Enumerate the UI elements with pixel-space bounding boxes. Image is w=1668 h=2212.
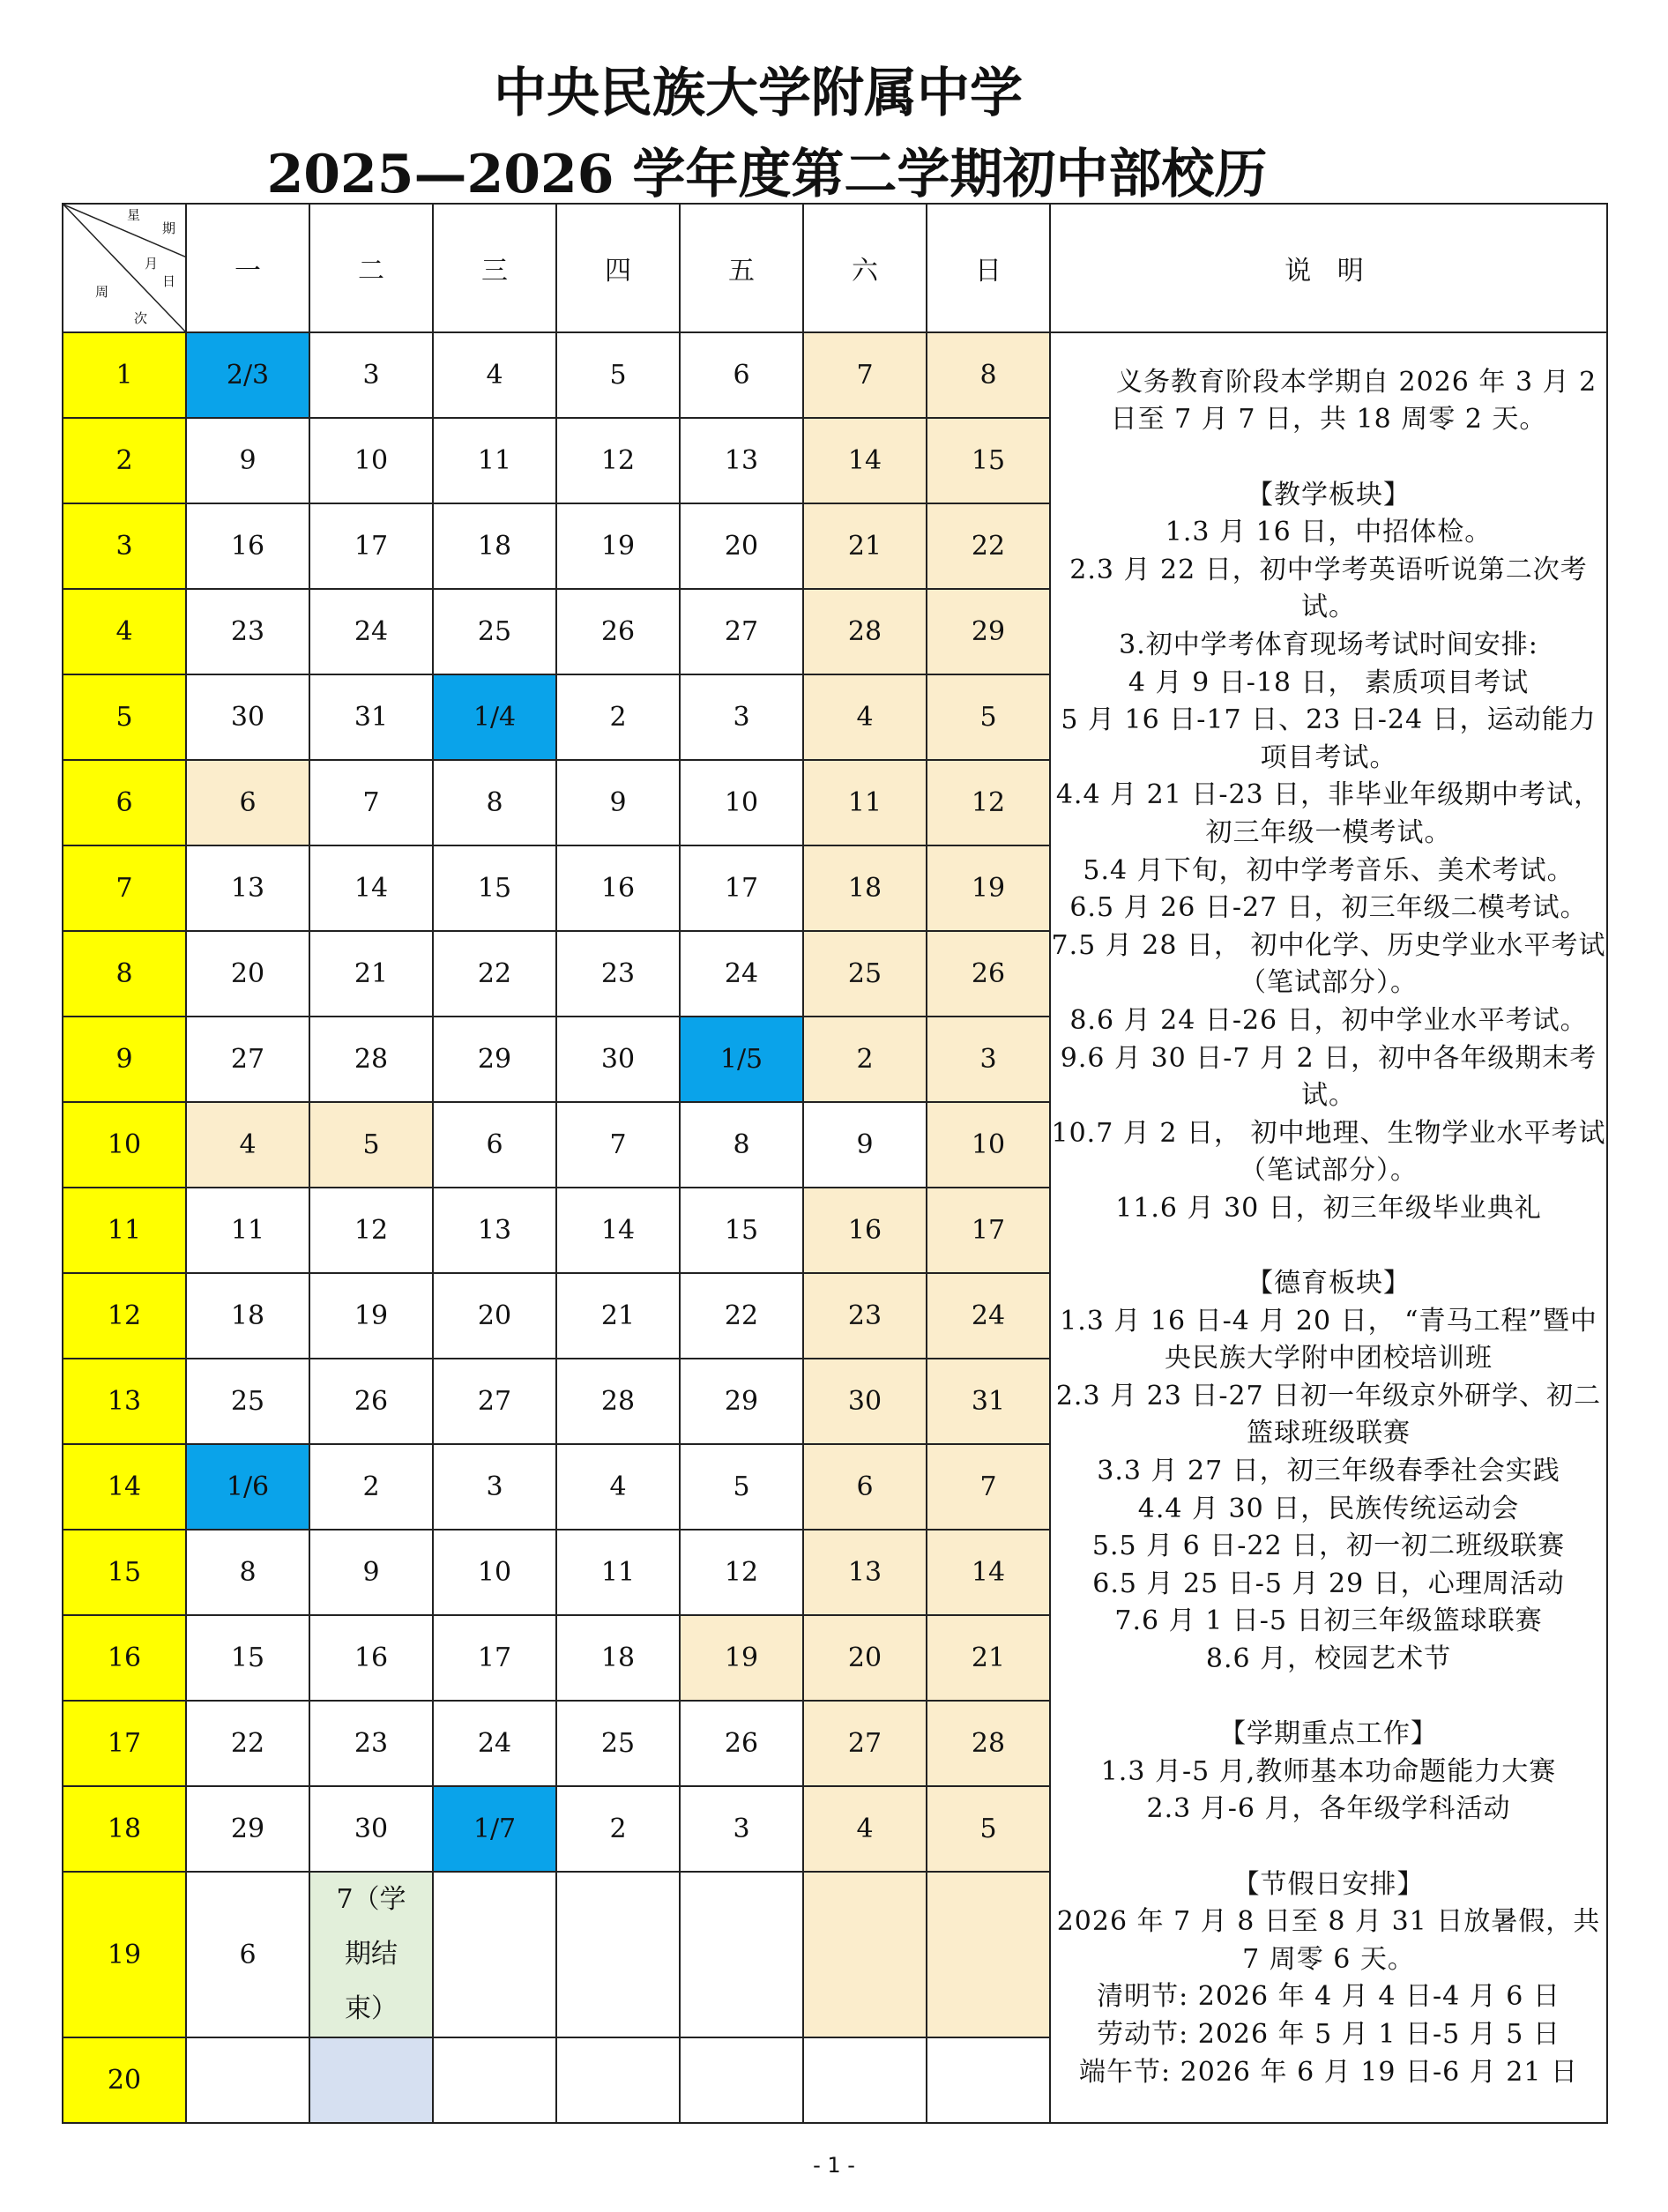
week-number: 7 <box>63 845 186 931</box>
day-cell: 30 <box>309 1786 433 1872</box>
day-cell: 22 <box>433 931 556 1017</box>
day-cell: 4 <box>556 1444 680 1530</box>
day-cell: 26 <box>680 1701 803 1786</box>
day-cell: 12 <box>680 1530 803 1615</box>
day-cell: 3 <box>680 1786 803 1872</box>
day-cell: 27 <box>433 1359 556 1444</box>
page-number: - 1 - <box>813 2153 855 2178</box>
day-cell: 21 <box>803 503 927 589</box>
day-cell: 16 <box>556 845 680 931</box>
day-cell <box>680 2037 803 2123</box>
day-cell: 1/7 <box>433 1786 556 1872</box>
day-cell: 5 <box>680 1444 803 1530</box>
day-cell: 9 <box>803 1102 927 1188</box>
day-cell: 11 <box>186 1188 309 1273</box>
day-cell: 9 <box>186 418 309 503</box>
day-cell: 12 <box>309 1188 433 1273</box>
day-cell: 6 <box>680 332 803 418</box>
day-cell: 11 <box>803 760 927 845</box>
day-cell: 30 <box>186 674 309 760</box>
day-cell <box>309 2037 433 2123</box>
day-cell: 13 <box>433 1188 556 1273</box>
day-cell: 20 <box>186 931 309 1017</box>
day-cell: 24 <box>433 1701 556 1786</box>
day-cell: 24 <box>309 589 433 674</box>
day-cell: 23 <box>309 1701 433 1786</box>
day-cell: 7 <box>927 1444 1050 1530</box>
week-number: 14 <box>63 1444 186 1530</box>
day-cell: 21 <box>927 1615 1050 1701</box>
week-number: 15 <box>63 1530 186 1615</box>
week-number: 9 <box>63 1017 186 1102</box>
day-cell: 26 <box>927 931 1050 1017</box>
week-number: 10 <box>63 1102 186 1188</box>
notes-panel: 义务教育阶段本学期自 2026 年 3 月 2 日至 7 月 7 日，共 18 周零 2 天。 【教学板块】 1.3 月 16 日，中招体检。 2.3 月 22 日，初中学考英语听说第二次考试。 3.初中学考体育现场考试时间安排: 4 月 9 日-18 日， 素质项目考试 5 月 16 日-17 日、23 日-24 日，运动能力项目考试。 4.4 月 21 日-23 日，非毕业年级期中考试，初三年级一模考试。 5.4 月下旬，初中学考音乐、美术考试。 6.5 月 26 日-27 日，初三年级二模考试。 7.5 月 28 日， 初中化学、历史学业水平考试（笔试部分）。 8.6 月 24 日-26 日，初中学业水平考试。 9.6 月 30 日-7 月 2 日，初中各年级期末考试。 10.7 月 2 日， 初中地理、生物学业水平考试（笔试部分）。 11.6 月 30 日，初三年级毕业典礼 【德育板块】 1.3 月 16 日-4 月 20 日， “青马工程”暨中央民族大学附中团校培训班 2.3 月 23 日-27 日初一年级京外研学、初二篮球班级联赛 3.3 月 27 日，初三年级春季社会实践 4.4 月 30 日，民族传统运动会 5.5 月 6 日-22 日，初一初二班级联赛 6.5 月 25 日-5 月 29 日，心理周活动 7.6 月 1 日-5 日初三年级篮球联赛 8.6 月，校园艺术节 【学期重点工作】 1.3 月-5 月,教师基本功命题能力大赛 2.3 月-6 月，各年级学科活动 【节假日安排】 2026 年 7 月 8 日至 8 月 31 日放暑假，共 7 周零 6 天。 清明节: 2026 年 4 月 4 日-4 月 6 日 劳动节: 2026 年 5 月 1 日-5 月 5 日 端午节: 2026 年 6 月 19 日-6 月 21 日 <box>1050 332 1607 2123</box>
day-cell: 1/5 <box>680 1017 803 1102</box>
day-cell: 29 <box>186 1786 309 1872</box>
day-cell: 3 <box>433 1444 556 1530</box>
day-cell: 6 <box>803 1444 927 1530</box>
day-cell: 21 <box>309 931 433 1017</box>
week-number: 17 <box>63 1701 186 1786</box>
day-cell: 13 <box>803 1530 927 1615</box>
day-cell: 4 <box>186 1102 309 1188</box>
diagonal-header-cell <box>63 204 186 332</box>
day-cell <box>556 1872 680 2037</box>
day-cell: 8 <box>433 760 556 845</box>
diag-label-ci: 次 <box>134 310 148 326</box>
day-cell: 5 <box>309 1102 433 1188</box>
day-cell: 22 <box>927 503 1050 589</box>
day-cell: 7 <box>803 332 927 418</box>
week-number: 20 <box>63 2037 186 2123</box>
day-cell: 7（学 期结 束） <box>309 1872 433 2037</box>
day-cell: 26 <box>309 1359 433 1444</box>
day-cell: 15 <box>927 418 1050 503</box>
day-cell: 2 <box>803 1017 927 1102</box>
day-cell: 9 <box>309 1530 433 1615</box>
day-cell: 17 <box>680 845 803 931</box>
day-cell: 30 <box>556 1017 680 1102</box>
day-cell: 19 <box>309 1273 433 1359</box>
day-cell: 4 <box>803 1786 927 1872</box>
day-cell: 25 <box>556 1701 680 1786</box>
day-cell: 4 <box>803 674 927 760</box>
week-number: 16 <box>63 1615 186 1701</box>
day-cell: 20 <box>803 1615 927 1701</box>
day-cell: 28 <box>309 1017 433 1102</box>
day-cell: 13 <box>680 418 803 503</box>
week-number: 19 <box>63 1872 186 2037</box>
day-cell: 27 <box>186 1017 309 1102</box>
day-cell: 18 <box>803 845 927 931</box>
day-cell: 15 <box>433 845 556 931</box>
day-cell: 29 <box>433 1017 556 1102</box>
week-number: 12 <box>63 1273 186 1359</box>
calendar-table <box>62 203 1608 2124</box>
day-cell: 29 <box>680 1359 803 1444</box>
day-header-tue: 二 <box>309 204 433 332</box>
week-number: 5 <box>63 674 186 760</box>
day-cell: 15 <box>186 1615 309 1701</box>
day-cell: 15 <box>680 1188 803 1273</box>
header-row <box>63 204 1607 332</box>
day-cell: 25 <box>803 931 927 1017</box>
day-cell: 7 <box>556 1102 680 1188</box>
day-cell: 18 <box>556 1615 680 1701</box>
day-cell: 25 <box>186 1359 309 1444</box>
day-cell: 28 <box>803 589 927 674</box>
day-cell: 27 <box>803 1701 927 1786</box>
day-cell: 17 <box>433 1615 556 1701</box>
day-cell: 20 <box>433 1273 556 1359</box>
day-cell: 24 <box>927 1273 1050 1359</box>
day-cell: 24 <box>680 931 803 1017</box>
notes-header: 说 明 <box>1050 204 1607 332</box>
day-cell: 14 <box>556 1188 680 1273</box>
day-header-wed: 三 <box>433 204 556 332</box>
day-cell: 21 <box>556 1273 680 1359</box>
day-cell: 23 <box>556 931 680 1017</box>
day-cell: 23 <box>803 1273 927 1359</box>
day-cell: 14 <box>309 845 433 931</box>
day-cell: 23 <box>186 589 309 674</box>
day-cell <box>927 1872 1050 2037</box>
diag-label-ri: 日 <box>162 273 176 289</box>
diag-label-yue: 月 <box>145 256 159 272</box>
day-cell: 19 <box>680 1615 803 1701</box>
week-number: 13 <box>63 1359 186 1444</box>
day-cell: 10 <box>927 1102 1050 1188</box>
day-cell <box>803 2037 927 2123</box>
day-header-sat: 六 <box>803 204 927 332</box>
day-cell: 14 <box>803 418 927 503</box>
week-number: 8 <box>63 931 186 1017</box>
day-cell: 13 <box>186 845 309 931</box>
calendar-title: 2025—2026 学年度第二学期初中部校历 <box>266 144 1268 205</box>
day-cell: 8 <box>927 332 1050 418</box>
day-cell: 6 <box>186 760 309 845</box>
day-cell: 10 <box>309 418 433 503</box>
week-number: 18 <box>63 1786 186 1872</box>
week-number: 11 <box>63 1188 186 1273</box>
day-cell: 20 <box>680 503 803 589</box>
day-cell: 17 <box>309 503 433 589</box>
day-cell <box>680 1872 803 2037</box>
day-cell <box>186 2037 309 2123</box>
day-cell: 18 <box>186 1273 309 1359</box>
day-cell: 16 <box>309 1615 433 1701</box>
day-cell: 16 <box>186 503 309 589</box>
day-cell: 10 <box>680 760 803 845</box>
day-cell: 3 <box>927 1017 1050 1102</box>
school-name-title: 中央民族大学附属中学 <box>494 63 1023 124</box>
day-cell: 14 <box>927 1530 1050 1615</box>
day-cell: 30 <box>803 1359 927 1444</box>
week-number: 4 <box>63 589 186 674</box>
day-cell <box>556 2037 680 2123</box>
day-header-thu: 四 <box>556 204 680 332</box>
diag-label-xing: 星 <box>127 207 141 223</box>
day-cell: 3 <box>680 674 803 760</box>
day-cell: 28 <box>556 1359 680 1444</box>
day-cell: 25 <box>433 589 556 674</box>
day-cell: 22 <box>186 1701 309 1786</box>
day-cell <box>433 2037 556 2123</box>
day-cell: 10 <box>433 1530 556 1615</box>
day-cell: 11 <box>556 1530 680 1615</box>
day-cell: 12 <box>556 418 680 503</box>
day-cell <box>803 1872 927 2037</box>
day-cell: 6 <box>186 1872 309 2037</box>
day-cell: 18 <box>433 503 556 589</box>
day-cell: 17 <box>927 1188 1050 1273</box>
day-cell: 16 <box>803 1188 927 1273</box>
day-cell: 2 <box>556 1786 680 1872</box>
day-cell: 29 <box>927 589 1050 674</box>
day-cell <box>433 1872 556 2037</box>
diag-label-qi: 期 <box>162 220 176 236</box>
day-cell: 26 <box>556 589 680 674</box>
day-cell: 2/3 <box>186 332 309 418</box>
day-header-mon: 一 <box>186 204 309 332</box>
week-number: 1 <box>63 332 186 418</box>
day-cell: 27 <box>680 589 803 674</box>
day-cell: 6 <box>433 1102 556 1188</box>
day-cell: 3 <box>309 332 433 418</box>
day-cell: 4 <box>433 332 556 418</box>
day-cell <box>927 2037 1050 2123</box>
day-cell: 19 <box>927 845 1050 931</box>
day-header-fri: 五 <box>680 204 803 332</box>
day-cell: 28 <box>927 1701 1050 1786</box>
day-cell: 7 <box>309 760 433 845</box>
day-cell: 12 <box>927 760 1050 845</box>
day-cell: 8 <box>680 1102 803 1188</box>
day-cell: 2 <box>556 674 680 760</box>
day-cell: 5 <box>927 1786 1050 1872</box>
week-number: 2 <box>63 418 186 503</box>
day-cell: 2 <box>309 1444 433 1530</box>
day-header-sun: 日 <box>927 204 1050 332</box>
diag-label-zhou: 周 <box>95 284 109 300</box>
day-cell: 5 <box>927 674 1050 760</box>
day-cell: 5 <box>556 332 680 418</box>
week-number: 6 <box>63 760 186 845</box>
day-cell: 11 <box>433 418 556 503</box>
day-cell: 1/4 <box>433 674 556 760</box>
day-cell: 1/6 <box>186 1444 309 1530</box>
day-cell: 8 <box>186 1530 309 1615</box>
day-cell: 9 <box>556 760 680 845</box>
week-number: 3 <box>63 503 186 589</box>
day-cell: 22 <box>680 1273 803 1359</box>
week-row <box>63 332 1607 418</box>
day-cell: 19 <box>556 503 680 589</box>
day-cell: 31 <box>927 1359 1050 1444</box>
day-cell: 31 <box>309 674 433 760</box>
